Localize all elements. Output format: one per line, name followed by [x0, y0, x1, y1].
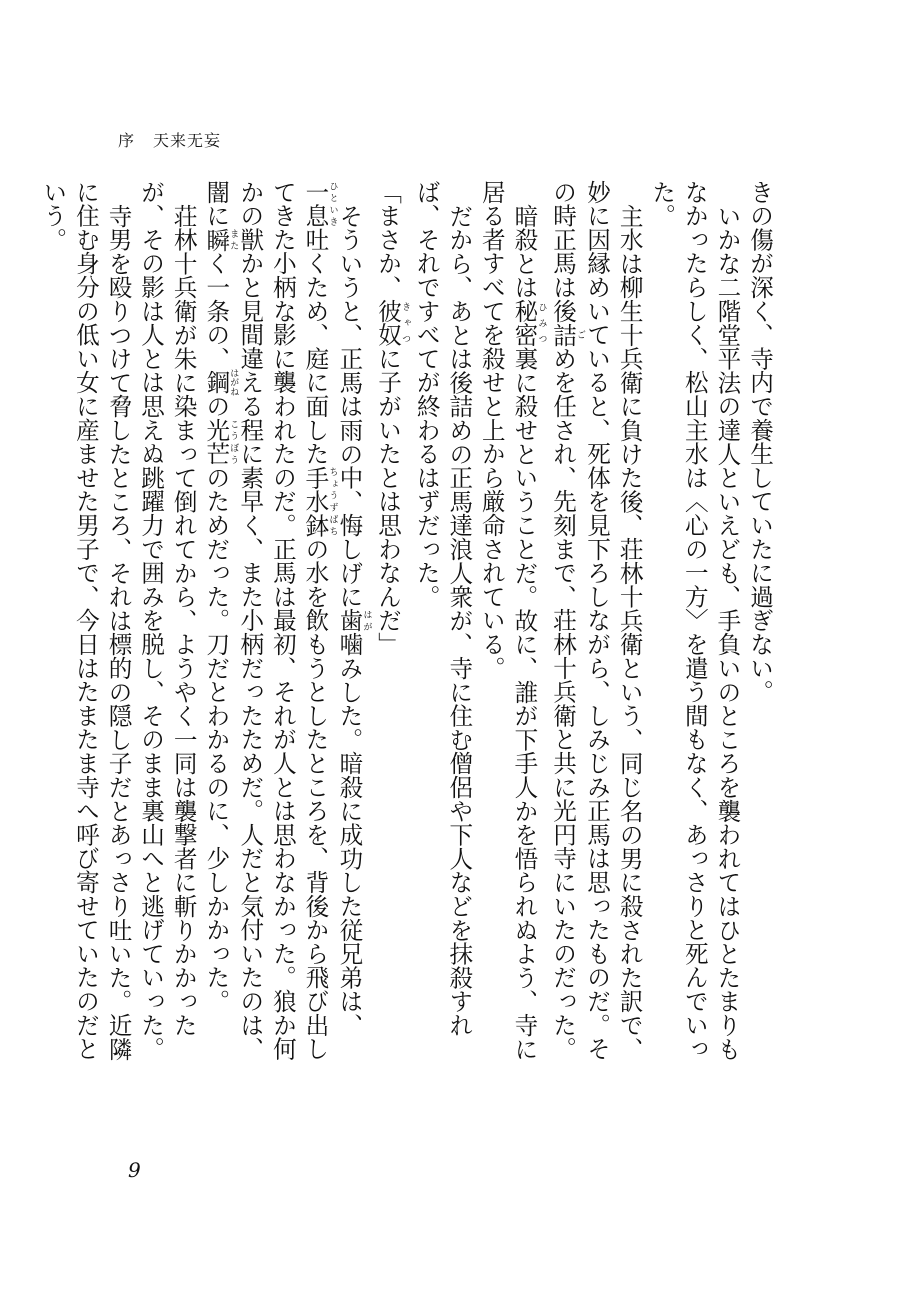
- paragraph: そういうと、正馬は雨の中、悔しげに歯はが噛みした。暗殺に成功した従兄弟は、一息ひといき吐くため、庭に面した手水鉢ちょうずばちの水を飲もうとしたところを、背後から飛び出してきた小柄な影に襲われたのだ。正馬は最初、それが人とは思わなかった。狼か何かの獣かと見間違える程に素早く、また小柄だったためだ。人だと気付いたのは、闇に瞬またく一条の、鋼はがねの光芒こうぼうのためだった。刀だとわかるのに、少しかかった。: [202, 180, 372, 1061]
- paragraph: いかな二階堂平法の達人といえども、手負いのところを襲われてはひとたまりもなかったらしく、松山主水は〈心の一方〉を遣う間もなく、あっさりと死んでいった。: [648, 180, 742, 1061]
- paragraph: 暗殺とは秘密ひみつ裏に殺せということだ。故に、誰が下手人かを悟られぬよう、寺に居る者すべてを殺せと上から厳命されている。: [477, 180, 547, 1061]
- furigana: 歯はが: [335, 608, 372, 633]
- running-head: [118, 128, 221, 151]
- furigana: 彼奴きゃつ: [374, 299, 411, 347]
- furigana: 手水鉢ちょうずばち: [301, 465, 338, 538]
- paragraph: 主水は柳生十兵衛に負けた後、荘林十兵衛という、同じ名の男に殺された訳で、妙に因縁めいていると、死体を見下ろしながら、しみじみ正馬は思ったものだ。その時正馬は後詰ごめを任され、先刻まで、荘林十兵衛と共に光円寺にいたのだった。: [549, 180, 644, 1061]
- paragraph: きの傷が深く、寺内で養生していたに過ぎない。: [746, 180, 774, 704]
- paragraph: 「まさか、彼奴きゃつに子がいたとは思わなんだ」: [374, 180, 411, 657]
- chapter-title: 天来无妄: [153, 131, 222, 150]
- furigana: 光芒こうぼう: [202, 418, 239, 466]
- furigana: 詰ご: [549, 322, 586, 347]
- paragraph: 寺男を殴りつけて脅したところ、それは標的の隠し子だとあっさり吐いた。近隣に住む身分の低い女に産ませた男子で、今日はたまたま寺へ呼び寄せていたのだという。: [39, 180, 133, 1061]
- furigana: 瞬また: [202, 227, 239, 252]
- furigana: 秘密ひみつ: [510, 298, 547, 347]
- paragraph: だから、あとは後詰めの正馬達浪人衆が、寺に住む僧侶や下人などを抹殺すれば、それですべてが終わるはずだった。: [412, 180, 474, 1037]
- furigana: 一息ひといき: [301, 180, 338, 228]
- furigana: 鋼はがね: [202, 368, 239, 397]
- chapter-label: 序: [118, 131, 136, 150]
- paragraph: 荘林十兵衛が朱に染まって倒れてから、ようやく一同は襲撃者に斬りかかったが、その影は人とは思えぬ跳躍力で囲みを脱し、そのまま裏山へと逃げていった。: [137, 180, 198, 1061]
- body-text: [39, 180, 776, 1078]
- page-number: 9: [128, 1158, 141, 1182]
